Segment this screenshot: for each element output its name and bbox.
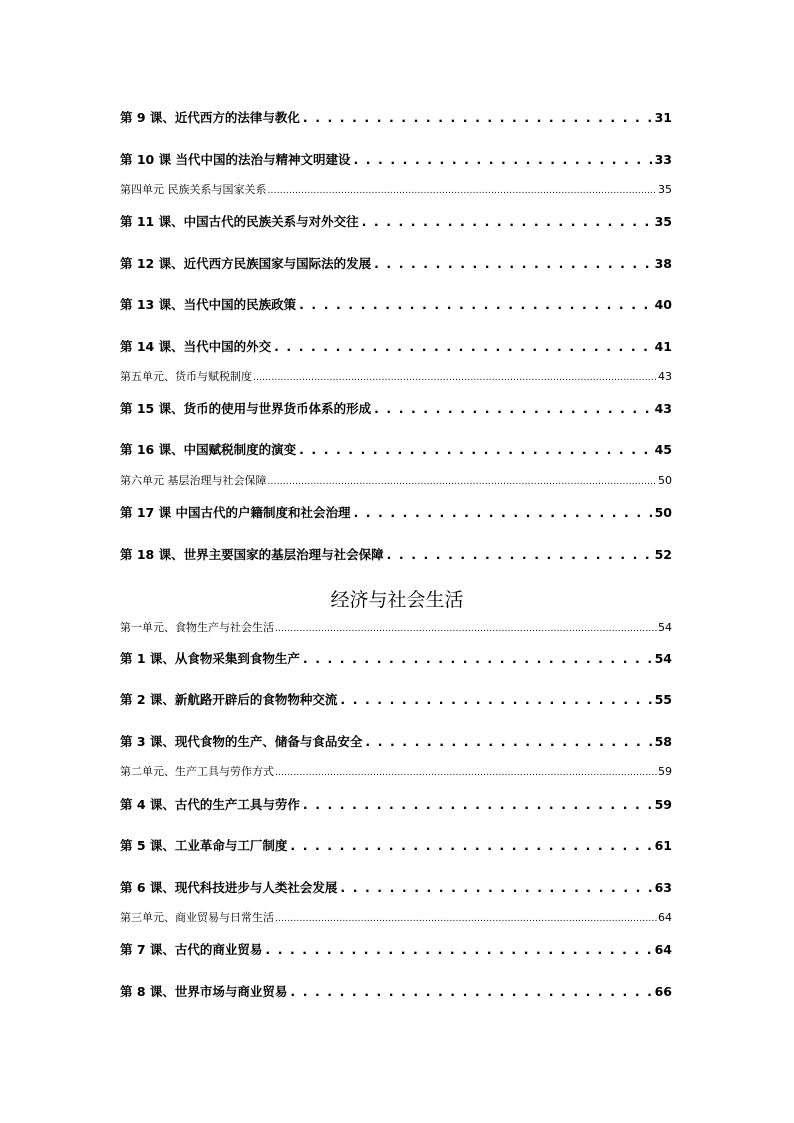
- toc-page-number: 54: [658, 621, 672, 634]
- toc-lesson-entry[interactable]: [120, 338, 672, 356]
- dot-leader: [365, 733, 651, 751]
- dot-leader: [374, 255, 651, 273]
- dot-leader: [299, 441, 651, 459]
- toc-page-number: 50: [658, 474, 672, 487]
- dot-leader: [303, 109, 652, 127]
- dot-leader: [275, 764, 657, 780]
- toc-lesson-entry[interactable]: [120, 213, 672, 231]
- toc-lesson-entry[interactable]: [120, 504, 672, 522]
- toc-unit-entry[interactable]: [120, 369, 672, 385]
- toc-page-number: 59: [654, 797, 672, 812]
- toc-lesson-entry[interactable]: [120, 296, 672, 314]
- toc-entry-label: 第 15 课、货币的使用与世界货币体系的形成: [120, 401, 372, 416]
- toc-page-number: 38: [654, 256, 672, 271]
- toc-unit-entry[interactable]: [120, 182, 672, 198]
- dot-leader: [275, 910, 657, 926]
- toc-page-number: 41: [654, 339, 672, 354]
- dot-leader: [387, 546, 652, 564]
- toc-lesson-entry[interactable]: [120, 983, 672, 1001]
- dot-leader: [275, 620, 657, 636]
- toc-entry-label: 第 5 课、工业革命与工厂制度: [120, 838, 288, 853]
- toc-entry-label: 第 16 课、中国赋税制度的演变: [120, 442, 297, 457]
- dot-leader: [253, 369, 657, 385]
- toc-unit-entry[interactable]: [120, 620, 672, 636]
- toc-page-number: 64: [658, 911, 672, 924]
- toc-entry-label: 第 3 课、现代食物的生产、储备与食品安全: [120, 734, 363, 749]
- toc-page-number: 52: [654, 547, 672, 562]
- dot-leader: [374, 400, 651, 418]
- dot-leader: [290, 837, 651, 855]
- toc-page-number: 43: [658, 370, 672, 383]
- toc-lesson-entry[interactable]: [120, 441, 672, 459]
- toc-entry-label: 第 17 课 中国古代的户籍制度和社会治理: [120, 505, 351, 520]
- dot-leader: [340, 879, 651, 897]
- toc-lesson-entry[interactable]: [120, 691, 672, 709]
- dot-leader: [290, 983, 651, 1001]
- toc-entry-label: 第六单元 基层治理与社会保障: [120, 474, 267, 487]
- toc-unit-entry[interactable]: [120, 910, 672, 926]
- dot-leader: [268, 473, 658, 489]
- dot-leader: [353, 151, 651, 169]
- toc-unit-entry[interactable]: [120, 473, 672, 489]
- toc-page-number: 33: [654, 152, 672, 167]
- toc-page-number: 35: [654, 214, 672, 229]
- toc-lesson-entry[interactable]: [120, 546, 672, 564]
- toc-entry-label: 第 12 课、近代西方民族国家与国际法的发展: [120, 256, 372, 271]
- toc-entry-label: 第二单元、生产工具与劳作方式: [120, 765, 274, 778]
- toc-page-number: 40: [654, 297, 672, 312]
- toc-entry-label: 第 9 课、近代西方的法律与教化: [120, 110, 300, 125]
- toc-lesson-entry[interactable]: [120, 151, 672, 169]
- toc-entry-label: 第五单元、货币与赋税制度: [120, 370, 252, 383]
- toc-lesson-entry[interactable]: [120, 879, 672, 897]
- toc-entry-label: 第 10 课 当代中国的法治与精神文明建设: [120, 152, 351, 167]
- toc-entry-label: 第三单元、商业贸易与日常生活: [120, 911, 274, 924]
- toc-page-number: 61: [654, 838, 672, 853]
- dot-leader: [268, 182, 658, 198]
- dot-leader: [299, 296, 651, 314]
- dot-leader: [340, 691, 651, 709]
- toc-page-number: 35: [658, 183, 672, 196]
- toc-entry-label: 第 7 课、古代的商业贸易: [120, 942, 263, 957]
- toc-entry-label: 第 1 课、从食物采集到食物生产: [120, 651, 300, 666]
- toc-lesson-entry[interactable]: [120, 733, 672, 751]
- toc-entry-label: 第 14 课、当代中国的外交: [120, 339, 272, 354]
- toc-page-number: 66: [654, 984, 672, 999]
- section-title: 经济与社会生活: [330, 589, 464, 611]
- toc-page-number: 54: [654, 651, 672, 666]
- toc-entry-label: 第 13 课、当代中国的民族政策: [120, 297, 297, 312]
- dot-leader: [303, 796, 652, 814]
- dot-leader: [265, 941, 651, 959]
- toc-entry-label: 第 2 课、新航路开辟后的食物物种交流: [120, 692, 338, 707]
- toc-entry-label: 第 11 课、中国古代的民族关系与对外交往: [120, 214, 359, 229]
- toc-lesson-entry[interactable]: [120, 255, 672, 273]
- toc-page-number: 59: [658, 765, 672, 778]
- toc-entry-label: 第一单元、食物生产与社会生活: [120, 621, 274, 634]
- toc-page-number: 45: [654, 442, 672, 457]
- toc-entry-label: 第 6 课、现代科技进步与人类社会发展: [120, 880, 338, 895]
- toc-lesson-entry[interactable]: [120, 941, 672, 959]
- dot-leader: [362, 213, 652, 231]
- toc-lesson-entry[interactable]: [120, 109, 672, 127]
- toc-entry-label: 第四单元 民族关系与国家关系: [120, 183, 267, 196]
- dot-leader: [353, 504, 651, 522]
- toc-entry-label: 第 4 课、古代的生产工具与劳作: [120, 797, 300, 812]
- toc-lesson-entry[interactable]: [120, 650, 672, 668]
- toc-unit-entry[interactable]: [120, 764, 672, 780]
- toc-lesson-entry[interactable]: [120, 400, 672, 418]
- toc-page-number: 64: [654, 942, 672, 957]
- dot-leader: [274, 338, 651, 356]
- dot-leader: [303, 650, 652, 668]
- toc-page-number: 43: [654, 401, 672, 416]
- toc-entry-label: 第 8 课、世界市场与商业贸易: [120, 984, 288, 999]
- toc-page-number: 63: [654, 880, 672, 895]
- toc-page-number: 31: [654, 110, 672, 125]
- toc-lesson-entry[interactable]: [120, 837, 672, 855]
- toc-page-number: 58: [654, 734, 672, 749]
- toc-lesson-entry[interactable]: [120, 796, 672, 814]
- toc-page-number: 50: [654, 505, 672, 520]
- toc-page-number: 55: [654, 692, 672, 707]
- toc-entry-label: 第 18 课、世界主要国家的基层治理与社会保障: [120, 547, 384, 562]
